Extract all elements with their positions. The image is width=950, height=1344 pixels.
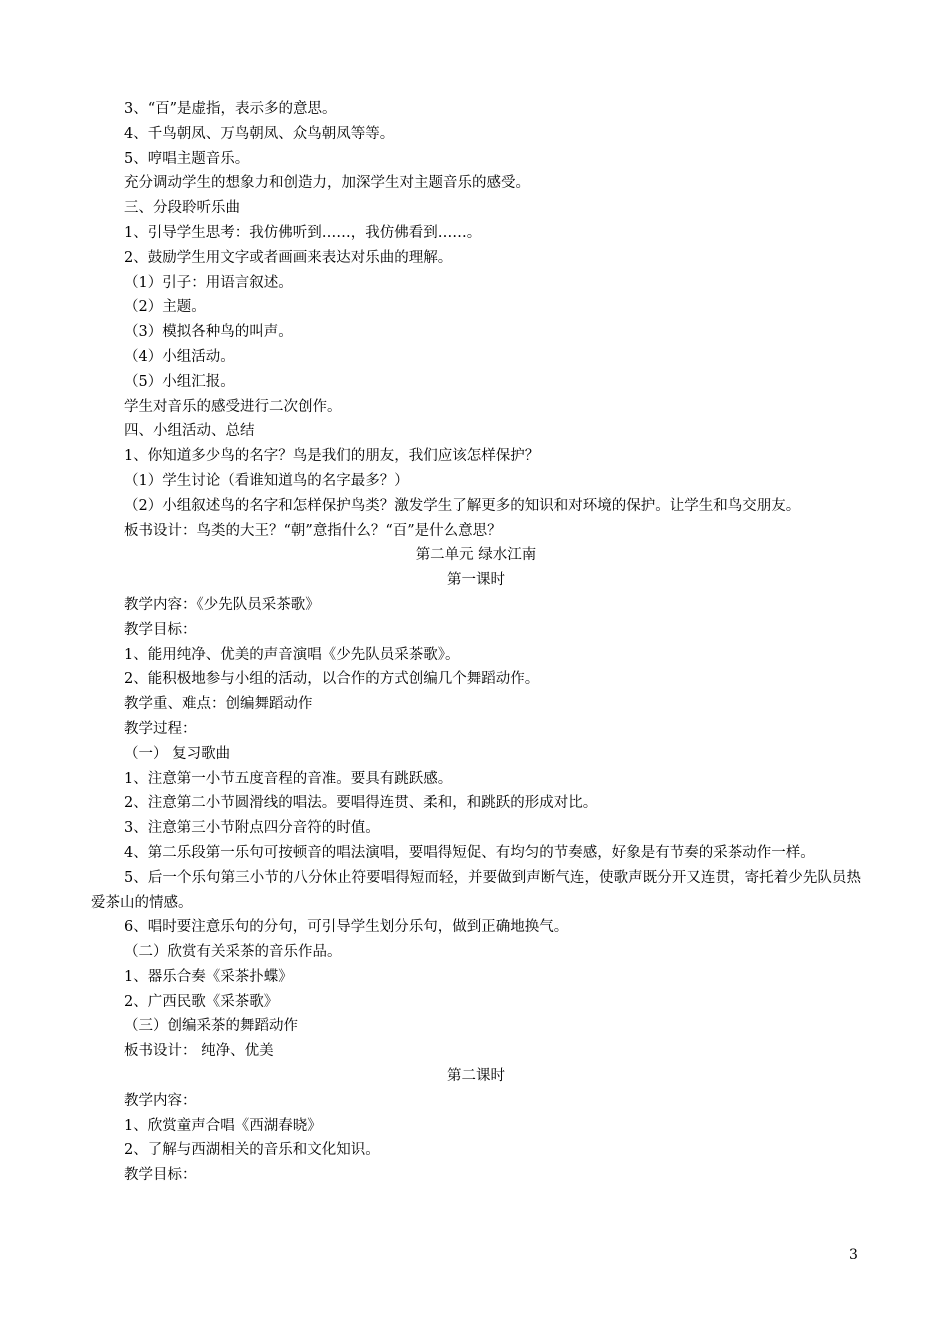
section-heading: 第二课时 bbox=[447, 1068, 505, 1085]
text-line: （3）模拟各种鸟的叫声。 bbox=[124, 324, 293, 341]
text-line: （1）引子：用语言叙述。 bbox=[124, 274, 293, 291]
text-line: 3、注意第三小节附点四分音符的时值。 bbox=[124, 820, 380, 837]
text-line: 2、能积极地参与小组的活动，以合作的方式创编几个舞蹈动作。 bbox=[124, 671, 540, 688]
text-line: 四、小组活动、总结 bbox=[124, 423, 255, 440]
text-line: 2、广西民歌《采茶歌》 bbox=[124, 993, 279, 1010]
text-line: （2）主题。 bbox=[124, 299, 206, 316]
text-line: 5、哼唱主题音乐。 bbox=[124, 150, 250, 167]
text-line: 板书设计：鸟类的大王？“朝”意指什么？“百”是什么意思？ bbox=[124, 522, 502, 539]
page-number: 3 bbox=[849, 1247, 858, 1263]
text-line: 充分调动学生的想象力和创造力，加深学生对主题音乐的感受。 bbox=[124, 175, 530, 192]
text-line: 教学目标： bbox=[124, 621, 197, 638]
text-line: 三、分段聆听乐曲 bbox=[124, 200, 240, 217]
text-line: 教学内容： bbox=[124, 1092, 197, 1109]
text-line: 2、鼓励学生用文字或者画画来表达对乐曲的理解。 bbox=[124, 249, 453, 266]
text-line: 5、后一个乐句第三小节的八分休止符要唱得短而轻，并要做到声断气连，使歌声既分开又连贯，寄托着少先队员热爱茶山的情感。 bbox=[91, 869, 861, 911]
text-line: （2）小组叙述鸟的名字和怎样保护鸟类？激发学生了解更多的知识和对环境的保护。让学生和鸟交朋友。 bbox=[124, 497, 801, 514]
text-line: （三）创编采茶的舞蹈动作 bbox=[124, 1018, 298, 1035]
text-line: 6、唱时要注意乐句的分句，可引导学生划分乐句，做到正确地换气。 bbox=[124, 919, 569, 936]
document-body bbox=[91, 97, 861, 1188]
text-line: 3、“百”是虚指，表示多的意思。 bbox=[124, 101, 337, 117]
text-line: 1、能用纯净、优美的声音演唱《少先队员采茶歌》。 bbox=[124, 646, 460, 663]
text-line: 板书设计： 纯净、优美 bbox=[124, 1043, 274, 1060]
section-heading: 第一课时 bbox=[447, 572, 505, 589]
text-line: （5）小组汇报。 bbox=[124, 373, 235, 390]
text-line: （1）学生讨论（看谁知道鸟的名字最多？） bbox=[124, 472, 409, 489]
text-line: 教学目标： bbox=[124, 1167, 197, 1184]
text-line: 2、了解与西湖相关的音乐和文化知识。 bbox=[124, 1142, 380, 1159]
text-line: 1、注意第一小节五度音程的音准。要具有跳跃感。 bbox=[124, 770, 453, 787]
section-heading: 第二单元 绿水江南 bbox=[415, 547, 537, 564]
text-line: 2、注意第二小节圆滑线的唱法。要唱得连贯、柔和，和跳跃的形成对比。 bbox=[124, 795, 598, 812]
text-line: 4、第二乐段第一乐句可按顿音的唱法演唱，要唱得短促、有均匀的节奏感，好象是有节奏的采茶动作一样。 bbox=[124, 844, 815, 861]
text-line: 1、你知道多少鸟的名字？鸟是我们的朋友，我们应该怎样保护？ bbox=[124, 448, 540, 465]
text-line: （4）小组活动。 bbox=[124, 348, 235, 365]
text-line: 4、千鸟朝凤、万鸟朝凤、众鸟朝凤等等。 bbox=[124, 125, 395, 142]
text-line: 教学过程： bbox=[124, 720, 197, 737]
text-line: 1、器乐合奏《采茶扑蝶》 bbox=[124, 968, 293, 985]
text-line: （一） 复习歌曲 bbox=[124, 745, 231, 762]
text-line: 学生对音乐的感受进行二次创作。 bbox=[124, 398, 342, 415]
text-line: 1、欣赏童声合唱《西湖春晓》 bbox=[124, 1117, 322, 1134]
text-line: 教学内容：《少先队员采茶歌》 bbox=[124, 596, 320, 613]
text-line: 1、引导学生思考：我仿佛听到……，我仿佛看到……。 bbox=[124, 224, 482, 241]
text-line: （二）欣赏有关采茶的音乐作品。 bbox=[124, 944, 342, 961]
text-line: 教学重、难点：创编舞蹈动作 bbox=[124, 696, 313, 713]
